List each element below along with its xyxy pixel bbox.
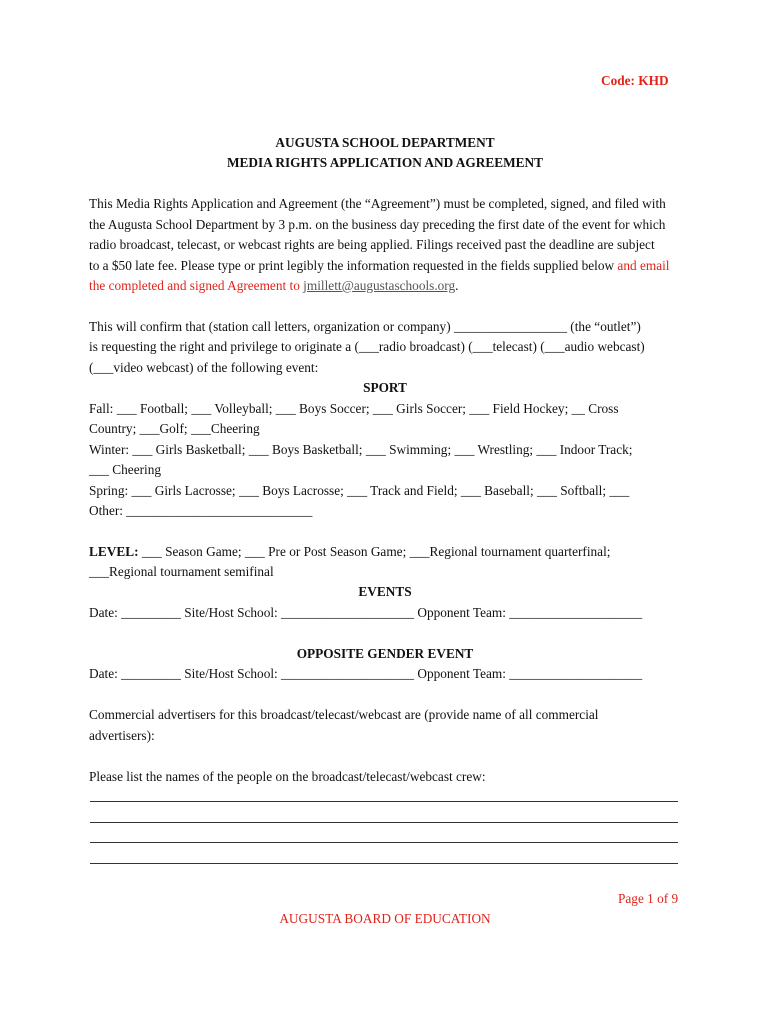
document-title-line2: MEDIA RIGHTS APPLICATION AND AGREEMENT bbox=[227, 155, 543, 170]
intro-highlight: the completed and signed Agreement to bbox=[89, 278, 304, 293]
sport-winter-line: Winter: ___ Girls Basketball; ___ Boys Basketball; ___ Swimming; ___ Wrestling; ___ Indoor Track; bbox=[89, 442, 633, 457]
confirm-line: This will confirm that (station call letters, organization or company) _________________ (the “outlet”) bbox=[89, 319, 641, 334]
sport-spring-line: Spring: ___ Girls Lacrosse; ___ Boys Lacrosse; ___ Track and Field; ___ Baseball; ___ Softball; ___ bbox=[89, 483, 630, 498]
intro-text: to a $50 late fee. Please type or print legibly the information requested in the fields supplied below bbox=[89, 258, 618, 273]
advertisers-line: Commercial advertisers for this broadcast/telecast/webcast are (provide name of all commercial bbox=[89, 707, 599, 722]
confirm-line: is requesting the right and privilege to originate a (___radio broadcast) (___telecast) (___audio webcast) bbox=[89, 339, 645, 354]
sport-heading: SPORT bbox=[363, 380, 407, 395]
page-number: Page 1 of 9 bbox=[618, 891, 679, 906]
crew-entry-line bbox=[90, 801, 678, 802]
crew-entry-line bbox=[90, 822, 678, 823]
intro-line: This Media Rights Application and Agreement (the “Agreement”) must be completed, signed, and filed with bbox=[89, 196, 666, 211]
policy-code: Code: KHD bbox=[601, 73, 669, 88]
opposite-gender-line: Date: _________ Site/Host School: ____________________ Opponent Team: ____________________ bbox=[89, 666, 643, 681]
advertisers-line: advertisers): bbox=[89, 728, 155, 743]
intro-period: . bbox=[455, 278, 459, 293]
intro-line: radio broadcast, telecast, or webcast rights are being applied. Filings received past the deadline are subject bbox=[89, 237, 655, 252]
level-options: ___ Season Game; ___ Pre or Post Season Game; ___Regional tournament quarterfinal; bbox=[138, 544, 611, 559]
intro-line: the Augusta School Department by 3 p.m. on the business day preceding the first date of the event for which bbox=[89, 217, 666, 232]
sport-fall-line: Country; ___Golf; ___Cheering bbox=[89, 421, 260, 436]
crew-entry-line bbox=[90, 863, 678, 864]
confirm-line: (___video webcast) of the following event: bbox=[89, 360, 319, 375]
sport-other-line: Other: ____________________________ bbox=[89, 503, 313, 518]
opposite-gender-heading: OPPOSITE GENDER EVENT bbox=[296, 646, 474, 661]
intro-line bbox=[89, 276, 458, 296]
sport-fall-line: Fall: ___ Football; ___ Volleyball; ___ Boys Soccer; ___ Girls Soccer; ___ Field Hockey; __ Cross bbox=[89, 401, 619, 416]
level-label: LEVEL: bbox=[89, 544, 139, 559]
email-link[interactable]: jmillett@augustaschools.org bbox=[303, 278, 456, 293]
level-line bbox=[89, 542, 610, 562]
level-line: ___Regional tournament semifinal bbox=[89, 564, 274, 579]
intro-highlight: and email bbox=[617, 258, 670, 273]
sport-winter-line: ___ Cheering bbox=[89, 462, 162, 477]
document-title-line1: AUGUSTA SCHOOL DEPARTMENT bbox=[275, 135, 495, 150]
intro-line bbox=[89, 256, 669, 276]
events-heading: EVENTS bbox=[358, 584, 412, 599]
events-line: Date: _________ Site/Host School: ____________________ Opponent Team: ____________________ bbox=[89, 605, 643, 620]
crew-prompt: Please list the names of the people on the broadcast/telecast/webcast crew: bbox=[89, 769, 486, 784]
crew-entry-line bbox=[90, 842, 678, 843]
footer-board-name: AUGUSTA BOARD OF EDUCATION bbox=[279, 911, 491, 926]
